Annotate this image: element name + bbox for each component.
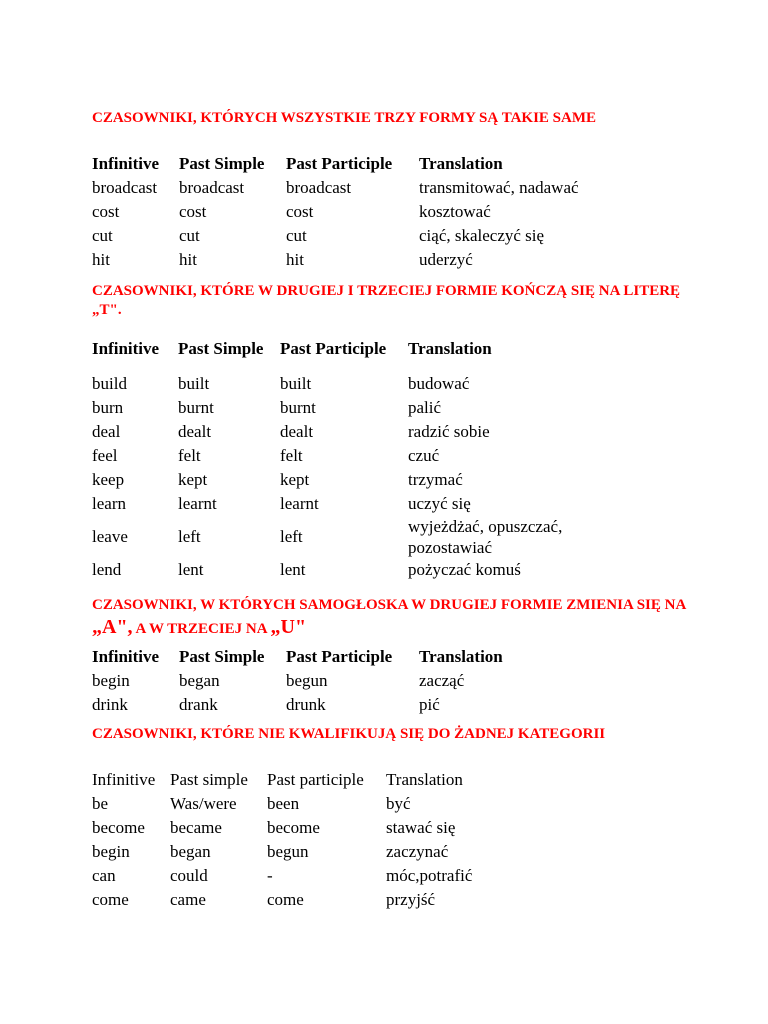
cell: ciąć, skaleczyć się: [419, 226, 545, 245]
cell: uczyć się: [408, 494, 471, 513]
heading-letter-a: „A",: [92, 616, 133, 638]
table-row: [90, 444, 626, 468]
cell: begun: [286, 671, 328, 690]
cell: become: [267, 818, 320, 837]
header-translation: Translation: [419, 647, 503, 666]
cell: come: [92, 890, 129, 909]
cell: could: [170, 866, 208, 885]
cell: cut: [286, 226, 307, 245]
cell: build: [92, 374, 127, 393]
table-row: [90, 248, 617, 272]
cell: -: [267, 866, 273, 885]
cell: learnt: [178, 494, 217, 513]
header-past-participle: Past Participle: [286, 647, 393, 666]
table-row: [90, 396, 626, 420]
cell: be: [92, 794, 109, 813]
header-translation: Translation: [419, 154, 503, 173]
cell: drink: [92, 695, 128, 714]
cell: become: [92, 818, 145, 837]
table-row: [90, 558, 626, 582]
cell: began: [170, 842, 211, 861]
cell: drunk: [286, 695, 326, 714]
cell: lent: [280, 560, 306, 579]
cell: built: [280, 374, 312, 393]
cell: broadcast: [92, 178, 158, 197]
cell: keep: [92, 470, 125, 489]
cell: radzić sobie: [408, 422, 490, 441]
cell: hit: [179, 250, 197, 269]
section1-heading: CZASOWNIKI, KTÓRYCH WSZYSTKIE TRZY FORMY SĄ TAKIE SAME: [92, 110, 597, 126]
cell: burnt: [178, 398, 214, 417]
cell: stawać się: [386, 818, 456, 837]
cell: learnt: [280, 494, 319, 513]
cell: kept: [178, 470, 208, 489]
header-infinitive: Infinitive: [92, 154, 160, 173]
table-header-row: [90, 645, 617, 669]
section3-table: [90, 645, 617, 717]
heading-letter-u: „U": [270, 616, 307, 638]
heading-text: A W TRZECIEJ NA: [132, 621, 271, 637]
cell: broadcast: [286, 178, 352, 197]
cell: leave: [92, 527, 128, 546]
cell: kosztować: [419, 202, 491, 221]
table-row: [90, 468, 626, 492]
section4-heading: CZASOWNIKI, KTÓRE NIE KWALIFIKUJĄ SIĘ DO ŻADNEJ KATEGORII: [92, 726, 606, 742]
header-past-simple: Past simple: [170, 770, 248, 789]
table-row: [90, 864, 584, 888]
cell: built: [178, 374, 210, 393]
cell: cost: [286, 202, 314, 221]
section3-heading: [92, 594, 692, 640]
cell: być: [386, 794, 411, 813]
header-infinitive: Infinitive: [92, 647, 160, 666]
cell: trzymać: [408, 470, 463, 489]
header-past-simple: Past Simple: [179, 647, 265, 666]
cell: dealt: [178, 422, 212, 441]
table-row: [90, 176, 617, 200]
cell: came: [170, 890, 206, 909]
cell: been: [267, 794, 300, 813]
header-past-simple: Past Simple: [179, 154, 265, 173]
table-row: [90, 840, 584, 864]
cell: budować: [408, 374, 470, 393]
cell: felt: [280, 446, 303, 465]
header-translation: Translation: [408, 339, 492, 358]
cell: can: [92, 866, 116, 885]
cell: Was/were: [170, 794, 237, 813]
section4-table: [90, 768, 584, 912]
cell: deal: [92, 422, 121, 441]
table-row: [90, 420, 626, 444]
table-row: [90, 693, 617, 717]
cell: pić: [419, 695, 440, 714]
cell: cut: [179, 226, 200, 245]
cell: drank: [179, 695, 218, 714]
cell: zaczynać: [386, 842, 449, 861]
table-row: [90, 888, 584, 912]
cell: czuć: [408, 446, 440, 465]
cell: begin: [92, 842, 130, 861]
section2-table: [90, 326, 626, 582]
table-row: [90, 372, 626, 396]
header-past-participle: Past Participle: [286, 154, 393, 173]
cell: begin: [92, 671, 130, 690]
cell: cost: [92, 202, 120, 221]
cell: feel: [92, 446, 118, 465]
header-past-simple: Past Simple: [178, 339, 264, 358]
cell: begun: [267, 842, 309, 861]
cell: became: [170, 818, 222, 837]
cell: left: [280, 527, 303, 546]
cell: hit: [286, 250, 304, 269]
table-header-row: [90, 768, 584, 792]
table-row: [90, 816, 584, 840]
cell: móc,potrafić: [386, 866, 473, 885]
header-past-participle: Past participle: [267, 770, 364, 789]
table-row: [90, 492, 626, 516]
header-infinitive: Infinitive: [92, 339, 160, 358]
table-row: [90, 792, 584, 816]
cell: felt: [178, 446, 201, 465]
cell: left: [178, 527, 201, 546]
cell: cost: [179, 202, 207, 221]
cell: began: [179, 671, 220, 690]
heading-text: CZASOWNIKI, W KTÓRYCH SAMOGŁOSKA W DRUGIEJ FORMIE ZMIENIA SIĘ NA: [92, 597, 686, 613]
table-row: [90, 669, 617, 693]
cell: pożyczać komuś: [408, 560, 521, 579]
cell: hit: [92, 250, 110, 269]
table-row: [90, 200, 617, 224]
cell: wyjeżdżać, opuszczać, pozostawiać: [408, 517, 563, 557]
cell: broadcast: [179, 178, 245, 197]
cell: zacząć: [419, 671, 465, 690]
cell: lend: [92, 560, 122, 579]
cell: transmitować, nadawać: [419, 178, 579, 197]
cell: kept: [280, 470, 310, 489]
cell: palić: [408, 398, 442, 417]
header-past-participle: Past Participle: [280, 339, 387, 358]
cell: uderzyć: [419, 250, 473, 269]
section2-heading: CZASOWNIKI, KTÓRE W DRUGIEJ I TRZECIEJ FORMIE KOŃCZĄ SIĘ NA LITERĘ „T".: [92, 283, 681, 318]
header-translation: Translation: [386, 770, 463, 789]
cell: burnt: [280, 398, 316, 417]
table-row: [90, 224, 617, 248]
section1-table: [90, 152, 617, 272]
cell: cut: [92, 226, 113, 245]
cell: lent: [178, 560, 204, 579]
cell: przyjść: [386, 890, 436, 909]
header-infinitive: Infinitive: [92, 770, 156, 789]
table-row: [90, 516, 626, 558]
cell: burn: [92, 398, 124, 417]
table-header-row: [90, 152, 617, 176]
cell: dealt: [280, 422, 314, 441]
cell: learn: [92, 494, 126, 513]
table-header-row: [90, 326, 626, 372]
cell: come: [267, 890, 304, 909]
